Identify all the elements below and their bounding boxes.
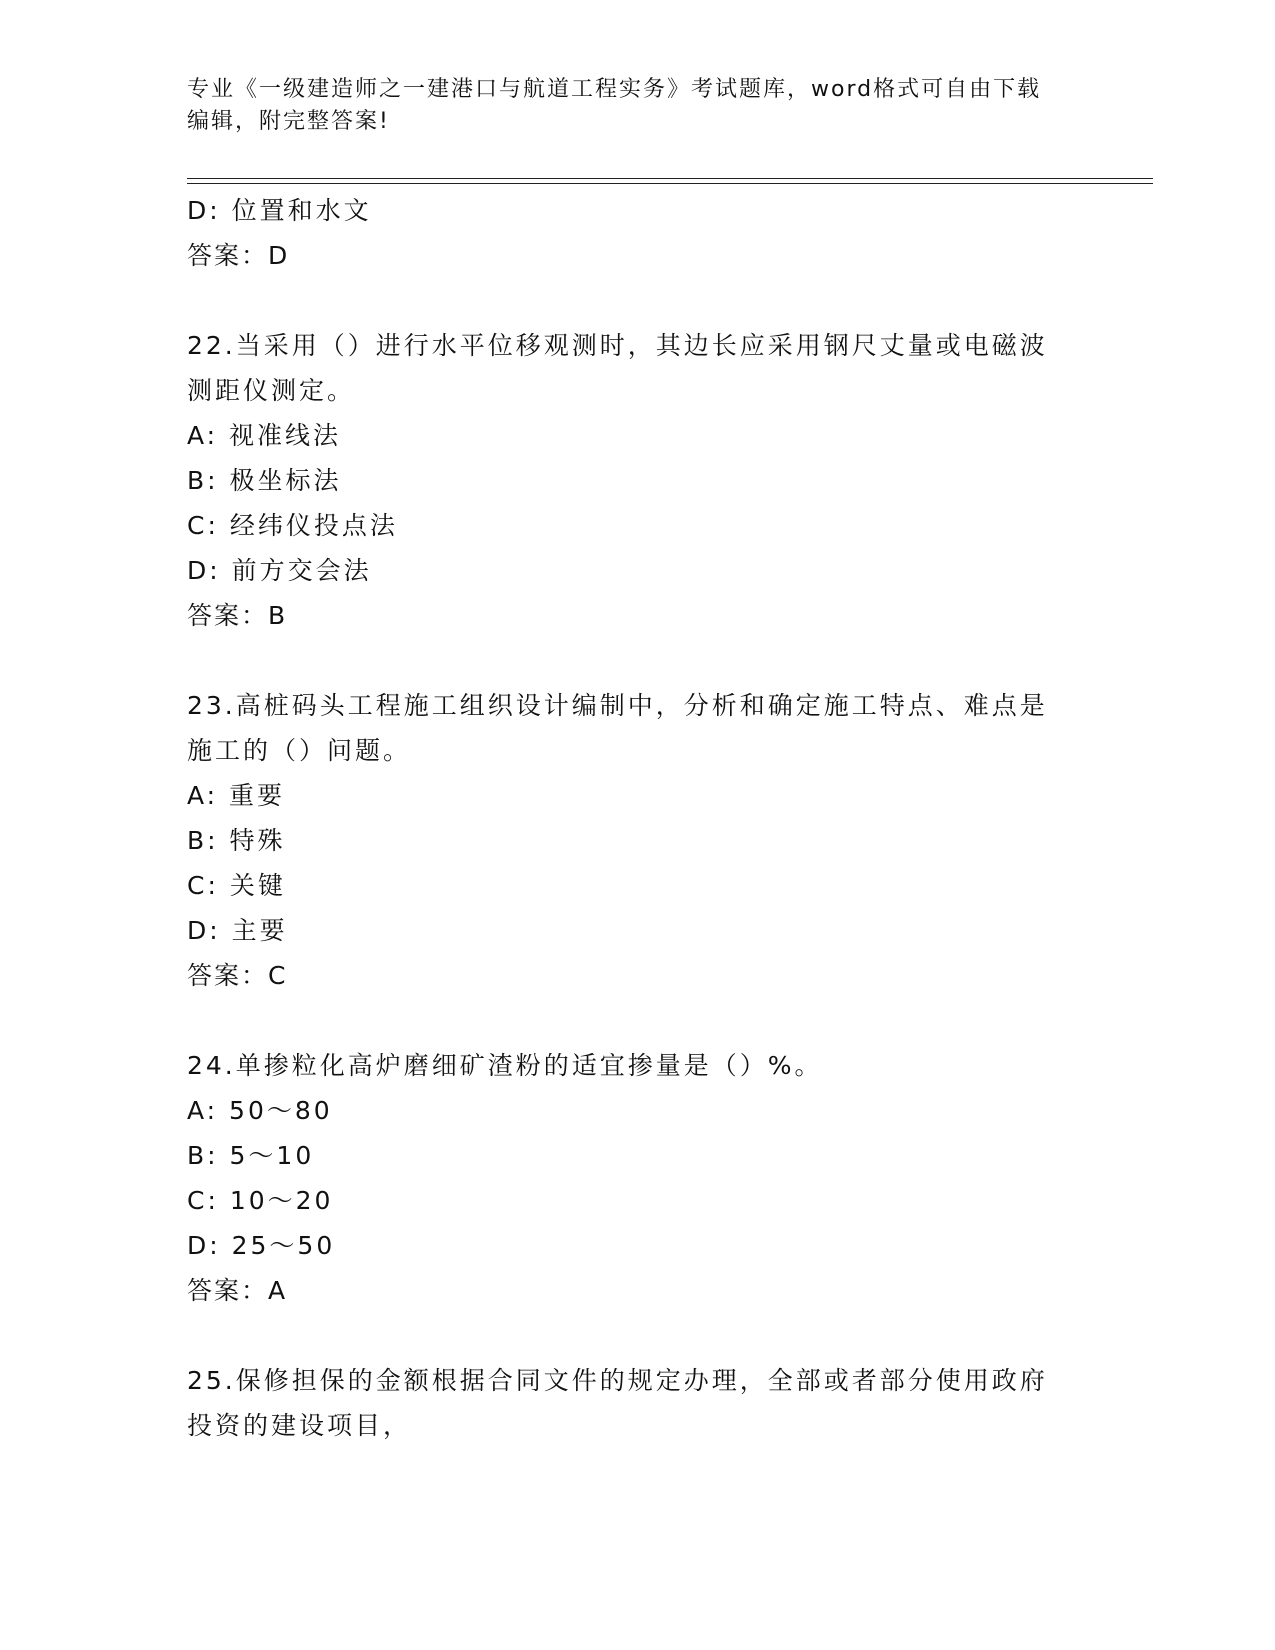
answer-line: 答案：A — [187, 1276, 288, 1305]
answer-line: 答案：C — [187, 961, 288, 990]
option-a: A: 重要 — [187, 781, 286, 810]
option-c: C: 10～20 — [187, 1186, 334, 1215]
question-list — [187, 188, 1087, 1448]
question-stem-continued: 测距仪测定。 — [187, 376, 356, 405]
question-stem: 23.高桩码头工程施工组织设计编制中，分析和确定施工特点、难点是 — [187, 691, 1048, 720]
option-a: A: 50～80 — [187, 1096, 333, 1125]
header-divider-top — [187, 178, 1153, 179]
header-line-1: 专业《一级建造师之一建港口与航道工程实务》考试题库，word格式可自由下载 — [187, 77, 1042, 102]
question-25 — [187, 1358, 1087, 1448]
question-stem: 24.单掺粒化高炉磨细矿渣粉的适宜掺量是（）%。 — [187, 1051, 823, 1080]
header-line-2: 编辑，附完整答案! — [187, 109, 390, 134]
option-c: C: 经纬仪投点法 — [187, 511, 398, 540]
header-divider-bottom — [187, 183, 1153, 184]
question-24 — [187, 1043, 1087, 1313]
option-d: D: 主要 — [187, 916, 288, 945]
question-stem: 22.当采用（）进行水平位移观测时，其边长应采用钢尺丈量或电磁波 — [187, 331, 1048, 360]
option-d: D: 前方交会法 — [187, 556, 372, 585]
option-b: B: 5～10 — [187, 1141, 315, 1170]
option-b: B: 极坐标法 — [187, 466, 342, 495]
question-stem-continued: 投资的建设项目， — [187, 1411, 412, 1440]
option-d: D: 位置和水文 — [187, 196, 372, 225]
option-a: A: 视准线法 — [187, 421, 342, 450]
answer-line: 答案：D — [187, 241, 290, 270]
question-stem-continued: 施工的（）问题。 — [187, 736, 412, 765]
question-23 — [187, 683, 1087, 998]
option-b: B: 特殊 — [187, 826, 286, 855]
question-22 — [187, 323, 1087, 638]
question-stem: 25.保修担保的金额根据合同文件的规定办理，全部或者部分使用政府 — [187, 1366, 1048, 1395]
option-d: D: 25～50 — [187, 1231, 336, 1260]
page-header — [187, 74, 1067, 138]
answer-line: 答案：B — [187, 601, 288, 630]
option-c: C: 关键 — [187, 871, 286, 900]
